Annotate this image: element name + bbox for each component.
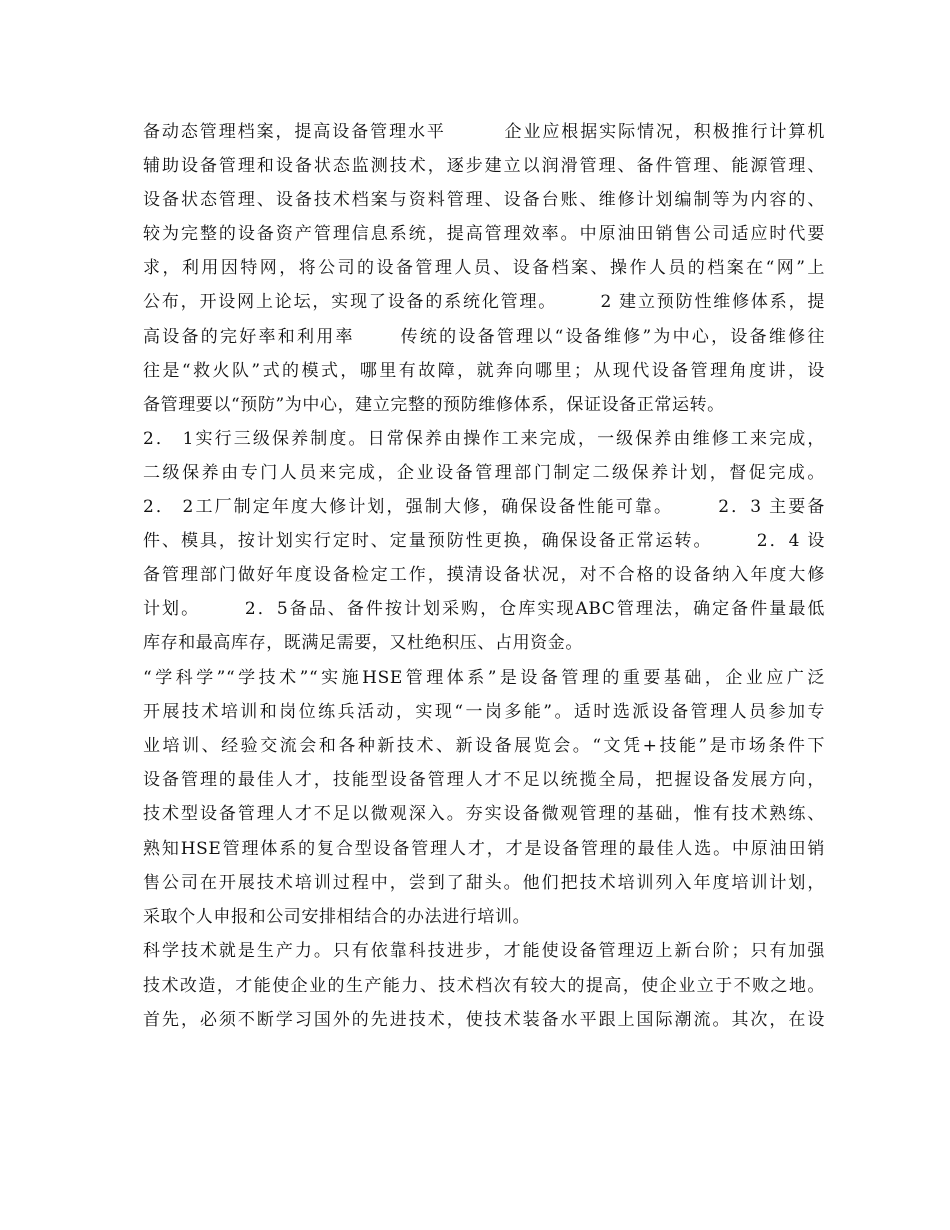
text-line: 备管理要以“预防”为中心，建立完整的预防维修体系，保证设备正常运转。 [143, 395, 725, 415]
text-line: 往是“救火队”式的模式，哪里有故障，就奔向哪里；从现代设备管理角度讲，设 [143, 361, 825, 381]
text-line: 计划。 2．5备品、备件按计划采购，仓库实现ABC管理法，确定备件量最低 [143, 599, 825, 619]
text-line: 业培训、经验交流会和各种新技术、新设备展览会。“文凭+技能”是市场条件下 [143, 736, 825, 756]
text-line: 技术改造，才能使企业的生产能力、技术档次有较大的提高，使企业立于不败之地。 [143, 976, 825, 996]
text-line: 设备管理的最佳人才，技能型设备管理人才不足以统揽全局，把握设备发展方向， [143, 770, 825, 790]
text-line: 售公司在开展技术培训过程中，尝到了甜头。他们把技术培训列入年度培训计划， [143, 873, 825, 893]
text-line: 首先，必须不断学习国外的先进技术，使技术装备水平跟上国际潮流。其次，在设 [143, 1010, 825, 1030]
text-line: 公布，开设网上论坛，实现了设备的系统化管理。 2 建立预防性维修体系，提 [143, 292, 825, 312]
text-line: 开展技术培训和岗位练兵活动，实现“一岗多能”。适时选派设备管理人员参加专 [143, 702, 825, 722]
text-line: 库存和最高库存，既满足需要，又杜绝积压、占用资金。 [143, 633, 583, 653]
text-line: 技术型设备管理人才不足以微观深入。夯实设备微观管理的基础，惟有技术熟练、 [143, 804, 825, 824]
text-line: 件、模具，按计划实行定时、定量预防性更换，确保设备正常运转。 2．4 设 [143, 531, 825, 551]
text-line: 设备状态管理、设备技术档案与资料管理、设备台账、维修计划编制等为内容的、 [143, 190, 825, 210]
text-line: 备管理部门做好年度设备检定工作，摸清设备状况，对不合格的设备纳入年度大修 [143, 565, 825, 585]
text-line: 二级保养由专门人员来完成，企业设备管理部门制定二级保养计划，督促完成。 [143, 463, 825, 483]
text-line: 辅助设备管理和设备状态监测技术，逐步建立以润滑管理、备件管理、能源管理、 [143, 156, 825, 176]
text-line: “学科学”“学技术”“实施HSE管理体系”是设备管理的重要基础，企业应广泛 [143, 668, 825, 688]
text-line: 熟知HSE管理体系的复合型设备管理人才，才是设备管理的最佳人选。中原油田销 [143, 839, 825, 859]
text-line: 较为完整的设备资产管理信息系统，提高管理效率。中原油田销售公司适应时代要 [143, 224, 825, 244]
text-line: 2． 1实行三级保养制度。日常保养由操作工来完成，一级保养由维修工来完成， [143, 429, 825, 449]
text-line: 采取个人申报和公司安排相结合的办法进行培训。 [143, 907, 531, 927]
text-line: 求，利用因特网，将公司的设备管理人员、设备档案、操作人员的档案在“网”上 [143, 258, 825, 278]
text-line: 2． 2工厂制定年度大修计划，强制大修，确保设备性能可靠。 2．3 主要备 [143, 497, 825, 517]
text-line: 科学技术就是生产力。只有依靠科技进步，才能使设备管理迈上新台阶；只有加强 [143, 941, 825, 961]
text-line: 备动态管理档案，提高设备管理水平 企业应根据实际情况，积极推行计算机 [143, 122, 825, 142]
text-line: 高设备的完好率和利用率 传统的设备管理以“设备维修”为中心，设备维修往 [143, 327, 825, 347]
